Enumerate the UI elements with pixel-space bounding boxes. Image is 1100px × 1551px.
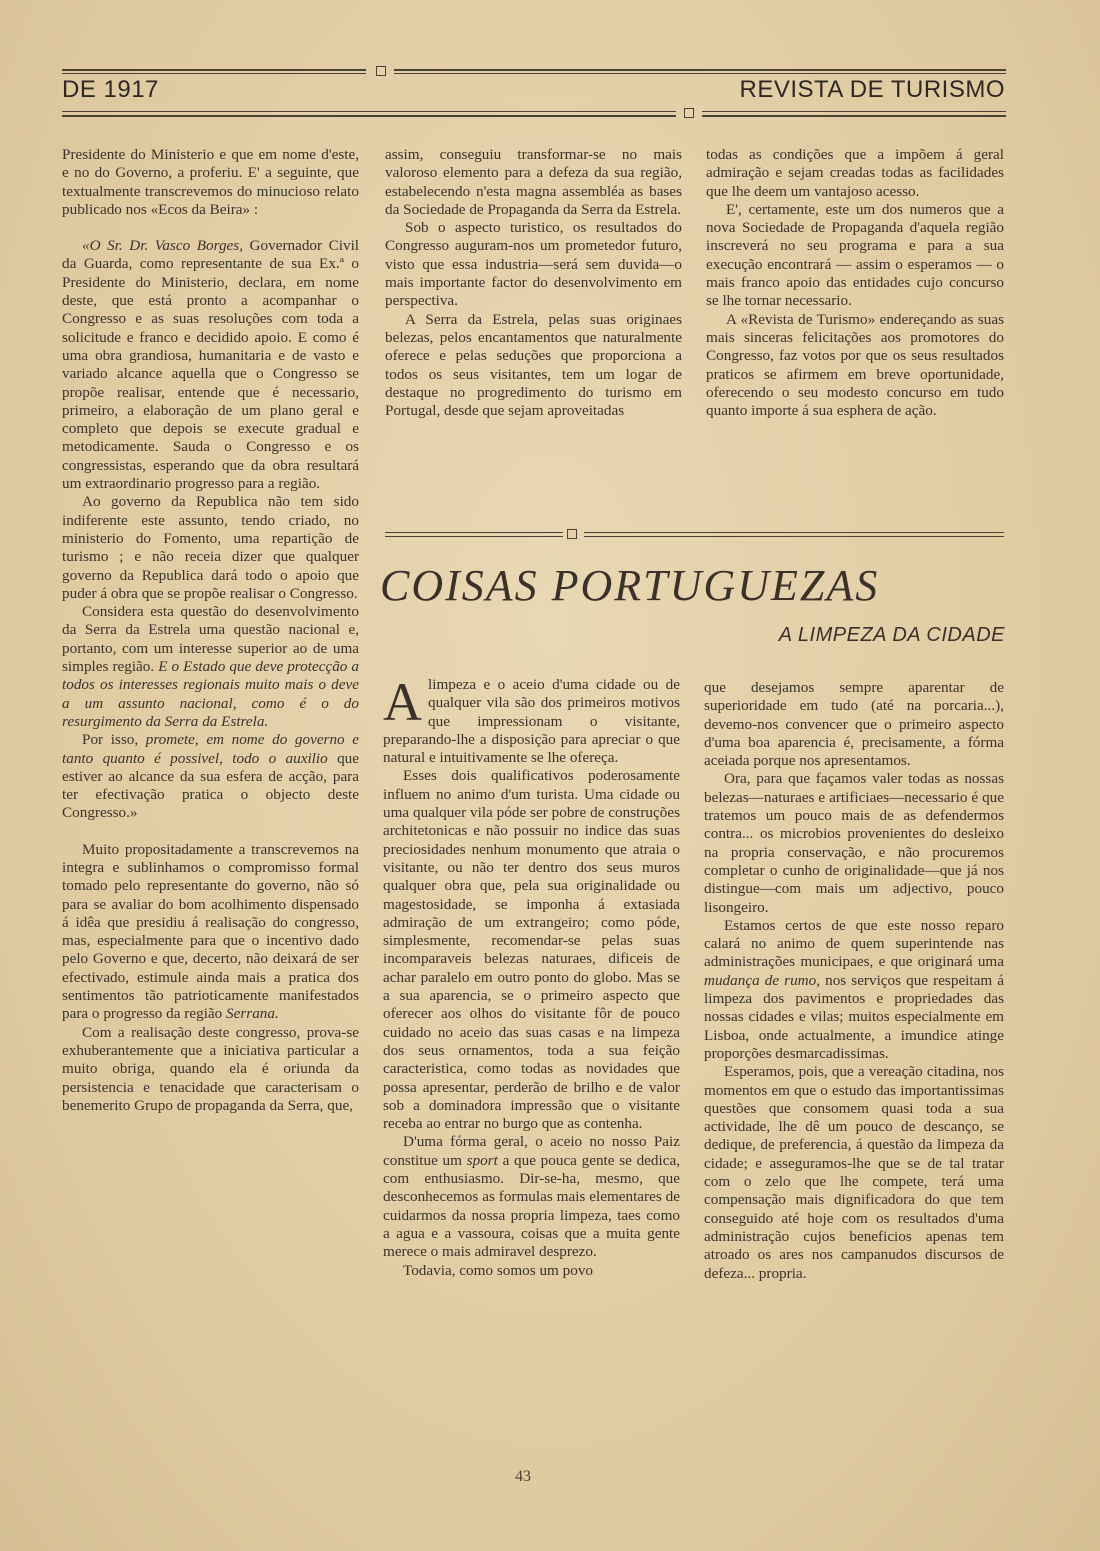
paragraph: todas as condições que a impõem á geral admiração e sejam creadas todas as facilidades que lhe deem um vantajoso acesso. <box>706 146 1004 200</box>
drop-cap: A <box>383 672 422 732</box>
paragraph-lead: Alimpeza e o aceio d'uma cidade ou de qualquer vila são dos primeiros motivos que impressionam o visitante, preparando-lhe a disposição para apreciar o que natural e intuitivamente se lhe ofereça. <box>383 672 680 767</box>
article-section-title: COISAS PORTUGUEZAS <box>380 561 880 610</box>
paragraph-quote: «O Sr. Dr. Vasco Borges, Governador Civil da Guarda, como representante de sua Ex.ª o Presidente do Ministerio, declara, em nome deste, que está pronto a acompanhar o Congresso e as suas resoluções com toda a solicitude e franco e decidido apoio. E como é uma obra grandiosa, humanitaria e de vasto e variado alcance aquella que o Congresso se propõe realisar, entende que é necessario, primeiro, a elaboração de um plano geral e completo que depois se execute gradual e metodicamente. Sauda o Congresso e os congressistas, esperando que da obra resultará um extraordinario progresso para a região. <box>62 237 360 493</box>
emphasis-text: promete, em nome do governo e tanto quanto é possivel, todo o auxilio <box>62 731 359 767</box>
paragraph: A Serra da Estrela, pelas suas originaes belezas, pelos encantamentos que naturalmente oferece e pelas seduções que proporciona a todos os seus visitantes, tem um logar de destaque no progredimento do turismo em Portugal, desde que sejam aproveitadas <box>385 310 682 420</box>
paragraph: E', certamente, este um dos numeros que a nova Sociedade de Propaganda d'aquela região inscreverá no seu programa e para a sua execução encontrará — assim o esperamos — o mais franco apoio das entidades cujo concurso se lhe tornar necessario. <box>706 200 1004 310</box>
paragraph: Esses dois qualificativos poderosamente influem no animo d'um turista. Uma cidade ou uma qualquer vila póde ser pobre de construções architetonicas e não possuir no indice das suas preciosidades nenhum monumento que atraia o visitante, ou não ter dentro dos seus muros qualquer obra que, pela sua originalidade ou magestosidade, se imponha á extasiada admiração de um extrangeiro; como póde, simplesmente, recomendar-se pelas suas incomparaveis belezas naturaes, dificeis de achar paralelo em outro ponto do globo. Mas se a sua aparencia, se o primeiro aspecto que oferecer aos olhos do visitante fôr de pouco cuidado no aceio das suas casas e na limpeza dos seus ornamentos, toda a sua feição caracteristica, como todas as novidades que possa apresentar, perderão de brilho e de valor sob a dominadora impressão que o visitante receba ao entrar no burgo que as contenha. <box>383 767 680 1133</box>
emphasis-text: sport <box>466 1151 498 1169</box>
paragraph: Presidente do Ministerio e que em nome d'este, e no do Governo, a proferiu. E' a seguinte, que textualmente transcrevemos do minucioso relato publicado nos «Ecos da Beira» : <box>62 146 359 218</box>
header-ornament-top <box>376 66 386 76</box>
paragraph: Sob o aspecto turistico, os resultados do Congresso auguram-nos um prometedor futuro, visto que essa industria—será sem duvida—o mais importante factor do desenvolvimento em perspectiva. <box>385 219 682 310</box>
header-rule-top-left <box>62 69 366 71</box>
paragraph: Considera esta questão do desenvolvimento da Serra da Estrela uma questão nacional e, portanto, com um interesse superior ao de uma simples região. E o Estado que deve protecção a todos os interesses regionais muito mais o deve a um assunto nacional, como é o do resurgimento da Serra da Estrela. <box>62 603 360 730</box>
page-number: 43 <box>515 1468 531 1485</box>
paragraph: Com a realisação deste congresso, prova-se exhuberantemente que a iniciativa particular a muito obriga, quando ela é oriunda da persistencia e tenacidade que caracterisam o benemerito Grupo de propaganda da Serra, que, <box>62 1023 359 1114</box>
paragraph: D'uma fórma geral, o aceio no nosso Paiz constitue um sport a que pouca gente se dedica, com enthusiasmo. Dir-se-ha, mesmo, que desconhecemos as formulas mais elementares de cuidarmos da nossa propria limpeza, taes como a agua e a vassoura, coisas que a muita gente merece o mais admiravel desprezo. <box>383 1133 680 1261</box>
article-title: A LIMPEZA DA CIDADE <box>778 624 1005 646</box>
header-date: DE 1917 <box>62 76 159 103</box>
header-rule-top-left-thin <box>62 73 366 74</box>
paragraph: que desejamos sempre aparentar de superioridade em tudo (até na porcaria...), devemo-nos convencer que o primeiro aspecto d'uma boa aparencia é, precisamente, a fórma aceiada porque nos apresentamos. <box>704 679 1004 770</box>
header-ornament-bottom <box>684 108 694 118</box>
quote-name: «O Sr. Dr. Vasco Borges, <box>82 237 244 255</box>
section-divider-left-2 <box>385 536 563 537</box>
header-rule-top-right-thin <box>394 73 1006 74</box>
header-rule-bottom-right <box>702 111 1006 112</box>
paragraph: Ora, para que façamos valer todas as nossas belezas—naturaes e artificiaes—necessario é que tratemos um pouco mais de as defendermos contra... os microbios provenientes do desleixo na propria conservação, e não procuremos completar o cunho de originalidade—que já nos distingue—com mais um adjectivo, pouco lisongeiro. <box>704 770 1004 916</box>
section-divider-right-2 <box>584 536 1004 537</box>
emphasis-text: Serrana. <box>226 1005 279 1023</box>
header-rule-bottom-right-thick <box>702 115 1006 117</box>
article-column-1 <box>383 672 680 1280</box>
paragraph: assim, conseguiu transformar-se no mais valoroso elemento para a defeza da sua região, estabelecendo n'esta magna assembléa as bases da Sociedade de Propaganda da Serra da Estrela. <box>385 146 682 218</box>
column-3 <box>706 146 1004 420</box>
emphasis-text: E o Estado que deve protecção a todos os interesses regionais muito mais o deve a um assunto nacional, como é o do resurgimento da Serra da Estrela. <box>62 658 360 730</box>
section-divider-ornament <box>567 529 577 539</box>
paragraph: A «Revista de Turismo» endereçando as suas mais sinceras felicitações aos promotores do Congresso, faz votos por que os seus resultados praticos se afirmem em breve oportunidade, oferecendo o seu modesto concurso em tudo quanto importe á sua esphera de ação. <box>706 310 1004 420</box>
section-divider-left <box>385 532 563 533</box>
header-rule-bottom-left <box>62 111 676 112</box>
paragraph: Esperamos, pois, que a vereação citadina, nos momentos em que o estudo das importantissimas questões que consomem quasi toda a sua actividade, lhe dê um pouco de descanço, se dedique, de preferencia, á questão da limpeza da cidade; e asseguramos-lhe que se de tal tratar com o zelo que lhe compete, terá uma compensação mais dignificadora do que tem conseguido até hoje com os resultados d'uma administração cujos beneficios apenas tem atroado os ares nos campanudos discursos de defeza... propria. <box>704 1063 1004 1282</box>
paragraph: Muito propositadamente a transcrevemos na integra e sublinhamos o compromisso formal tomado pelo representante do governo, não só para se avaliar do bom acolhimento dispensado á idêa que presidiu á realisação do congresso, mas, especialmente para que o incentivo dado pelo Governo e que, decerto, não deixará de ser efectivado, estimule ainda mais a pratica dos sentimentos tão patrioticamente manifestados para o progresso da região Serrana. <box>62 840 359 1023</box>
header-rule-top-right <box>394 69 1006 71</box>
header-rule-bottom-left-thick <box>62 115 676 117</box>
section-divider-right <box>584 532 1004 533</box>
paragraph: Estamos certos de que este nosso reparo calará no animo de quem superintende nas administrações municipaes, e que originará uma mudança de rumo, nos serviços que respeitam á limpeza dos pavimentos e propriedades das nossas cidades e vilas; muitos especialmente em Lisboa, onde actualmente, a imundice atinge proporções desmarcadissimas. <box>704 916 1004 1062</box>
header-magazine-title: REVISTA DE TURISMO <box>739 76 1005 103</box>
paragraph: Ao governo da Republica não tem sido indiferente este assunto, tendo criado, no ministerio do Fomento, uma repartição de turismo ; e não receia dizer que qualquer governo da Republica dará todo o apoio que puder á obra que se propõe realisar o Congresso. <box>62 493 359 602</box>
column-2 <box>385 146 682 420</box>
emphasis-text: mudança de rumo, <box>704 971 821 989</box>
paragraph: Por isso, promete, em nome do governo e tanto quanto é possivel, todo o auxilio que estiver ao alcance da sua esfera de acção, para ter efectivação pratica o objecto deste Congresso.» <box>62 731 359 822</box>
article-column-2 <box>704 679 1004 1283</box>
column-1 <box>62 146 359 1115</box>
paragraph: Todavia, como somos um povo <box>403 1261 594 1279</box>
